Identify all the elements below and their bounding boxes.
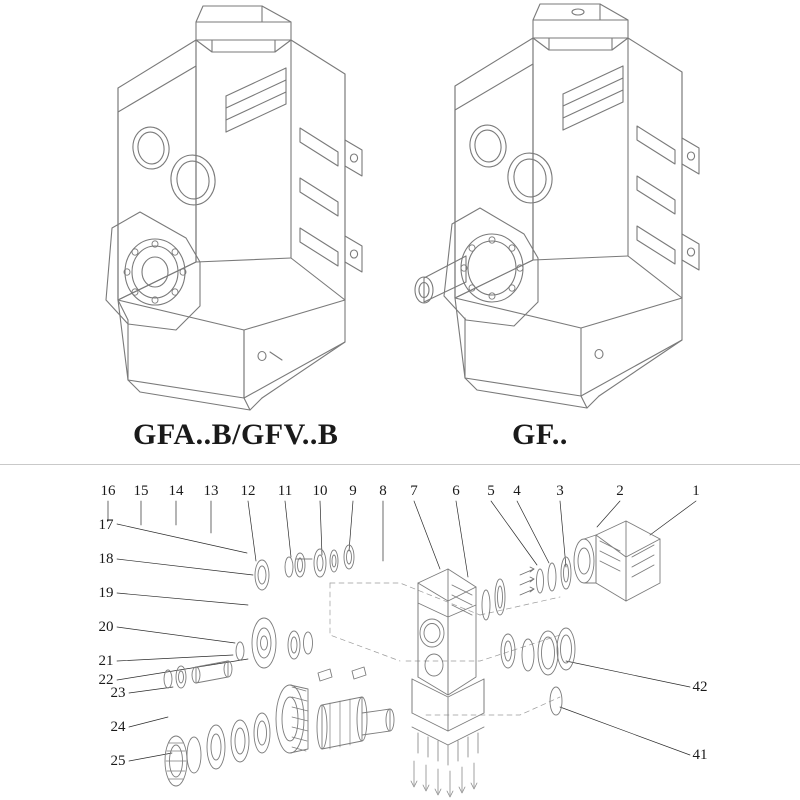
callout-6: 6 [452, 483, 460, 499]
callout-4: 4 [513, 483, 521, 499]
caption-gfa-b-gfv-b: GFA..B/GFV..B [133, 418, 339, 451]
callout-24: 24 [110, 719, 126, 735]
callout-14: 14 [168, 483, 184, 499]
callout-15: 15 [133, 483, 149, 499]
gearbox-isometric-right [415, 4, 699, 408]
caption-gf: GF.. [512, 418, 568, 451]
callout-21: 21 [98, 653, 114, 669]
callout-7: 7 [410, 483, 418, 499]
callout-17: 17 [98, 517, 114, 533]
gearbox-isometric-left [106, 6, 362, 410]
callout-42: 42 [692, 679, 708, 695]
callout-22: 22 [98, 672, 114, 688]
callout-3: 3 [556, 483, 564, 499]
callout-10: 10 [312, 483, 328, 499]
callout-2: 2 [616, 483, 624, 499]
callout-19: 19 [98, 585, 114, 601]
callout-13: 13 [203, 483, 219, 499]
exploded-diagram [0, 465, 800, 800]
callout-8: 8 [379, 483, 387, 499]
callout-11: 11 [277, 483, 293, 499]
callout-9: 9 [349, 483, 357, 499]
callout-12: 12 [240, 483, 256, 499]
callout-23: 23 [110, 685, 126, 701]
callout-20: 20 [98, 619, 114, 635]
callout-25: 25 [110, 753, 126, 769]
callout-1: 1 [692, 483, 700, 499]
callout-18: 18 [98, 551, 114, 567]
callout-16: 16 [100, 483, 116, 499]
callout-41: 41 [692, 747, 708, 763]
callout-5: 5 [487, 483, 495, 499]
exploded-parts-section [0, 465, 800, 800]
